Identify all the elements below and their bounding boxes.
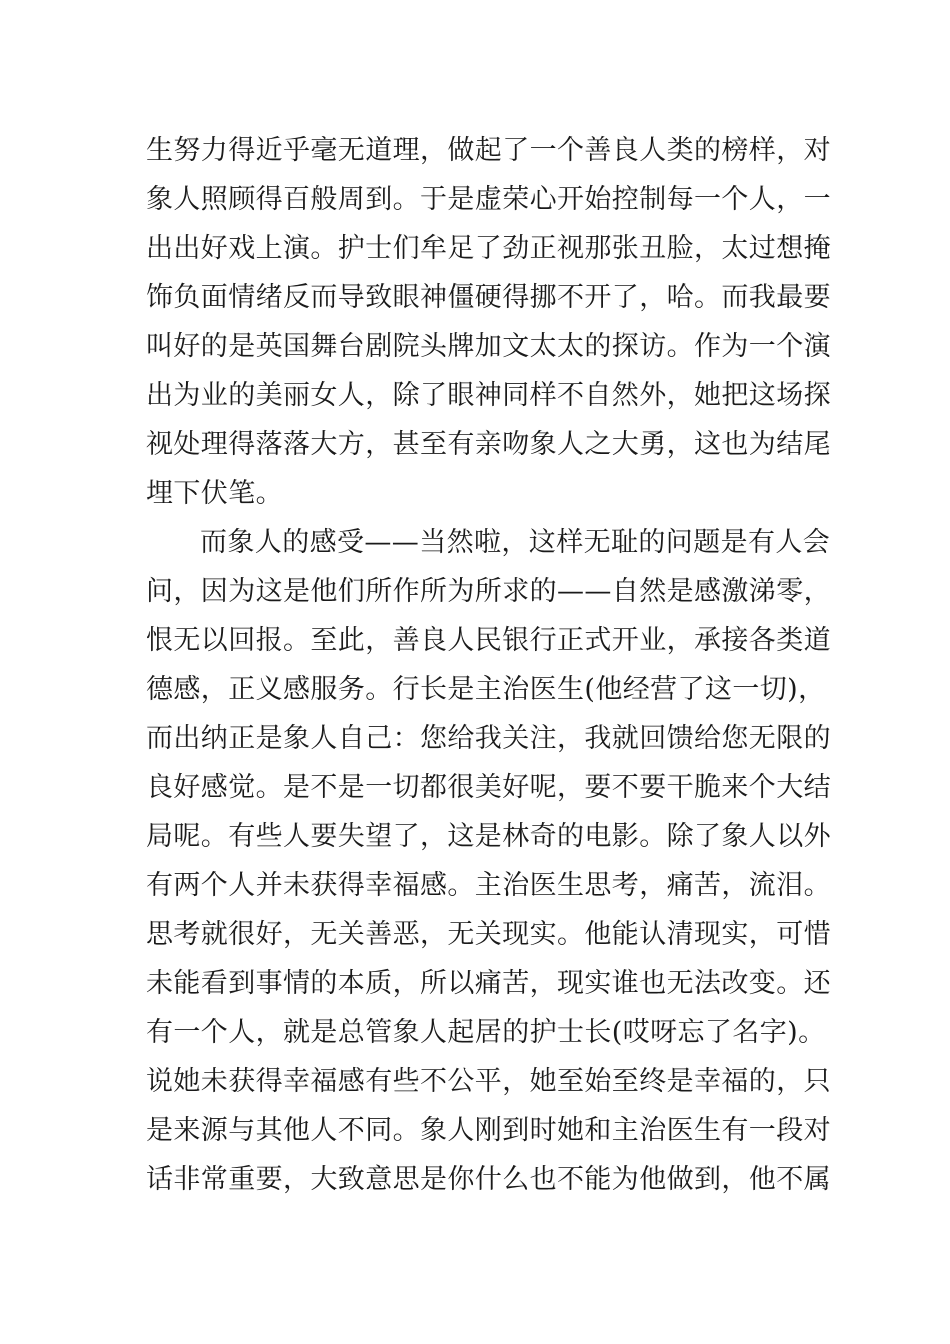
text-line: 出为业的美丽女人，除了眼神同样不自然外，她把这场探 (146, 380, 831, 411)
text-line: 埋下伏笔。 (146, 478, 283, 509)
text-line: 局呢。有些人要失望了，这是林奇的电影。除了象人以外 (146, 821, 831, 852)
text-line: 饰负面情绪反而导致眼神僵硬得挪不开了，哈。而我最要 (146, 282, 831, 313)
text-line: 恨无以回报。至此，善良人民银行正式开业，承接各类道 (146, 625, 831, 656)
text-line: 话非常重要，大致意思是你什么也不能为他做到，他不属 (146, 1164, 831, 1195)
text-line: 而出纳正是象人自己：您给我关注，我就回馈给您无限的 (146, 723, 831, 754)
text-line: 问，因为这是他们所作所为所求的——自然是感激涕零， (146, 576, 831, 607)
text-line: 视处理得落落大方，甚至有亲吻象人之大勇，这也为结尾 (146, 429, 831, 460)
text-line: 出出好戏上演。护士们牟足了劲正视那张丑脸，太过想掩 (146, 233, 831, 264)
text-line: 有一个人，就是总管象人起居的护士长(哎呀忘了名字)。 (146, 1017, 826, 1048)
text-line: 说她未获得幸福感有些不公平，她至始至终是幸福的，只 (146, 1066, 831, 1097)
paragraph-2 (146, 518, 831, 1204)
body-text (146, 126, 831, 1204)
text-line: 叫好的是英国舞台剧院头牌加文太太的探访。作为一个演 (146, 331, 831, 362)
text-line: 象人照顾得百般周到。于是虚荣心开始控制每一个人，一 (146, 184, 831, 215)
paragraph-1 (146, 126, 831, 518)
text-line: 未能看到事情的本质，所以痛苦，现实谁也无法改变。还 (146, 968, 831, 999)
text-line: 生努力得近乎毫无道理，做起了一个善良人类的榜样，对 (146, 135, 831, 166)
text-line: 是来源与其他人不同。象人刚到时她和主治医生有一段对 (146, 1115, 831, 1146)
text-line: 有两个人并未获得幸福感。主治医生思考，痛苦，流泪。 (146, 870, 831, 901)
text-line: 德感，正义感服务。行长是主治医生(他经营了这一切)， (146, 674, 826, 705)
text-line: 思考就很好，无关善恶，无关现实。他能认清现实，可惜 (146, 919, 831, 950)
text-line: 良好感觉。是不是一切都很美好呢，要不要干脆来个大结 (146, 772, 831, 803)
text-line: 而象人的感受——当然啦，这样无耻的问题是有人会 (200, 527, 831, 558)
